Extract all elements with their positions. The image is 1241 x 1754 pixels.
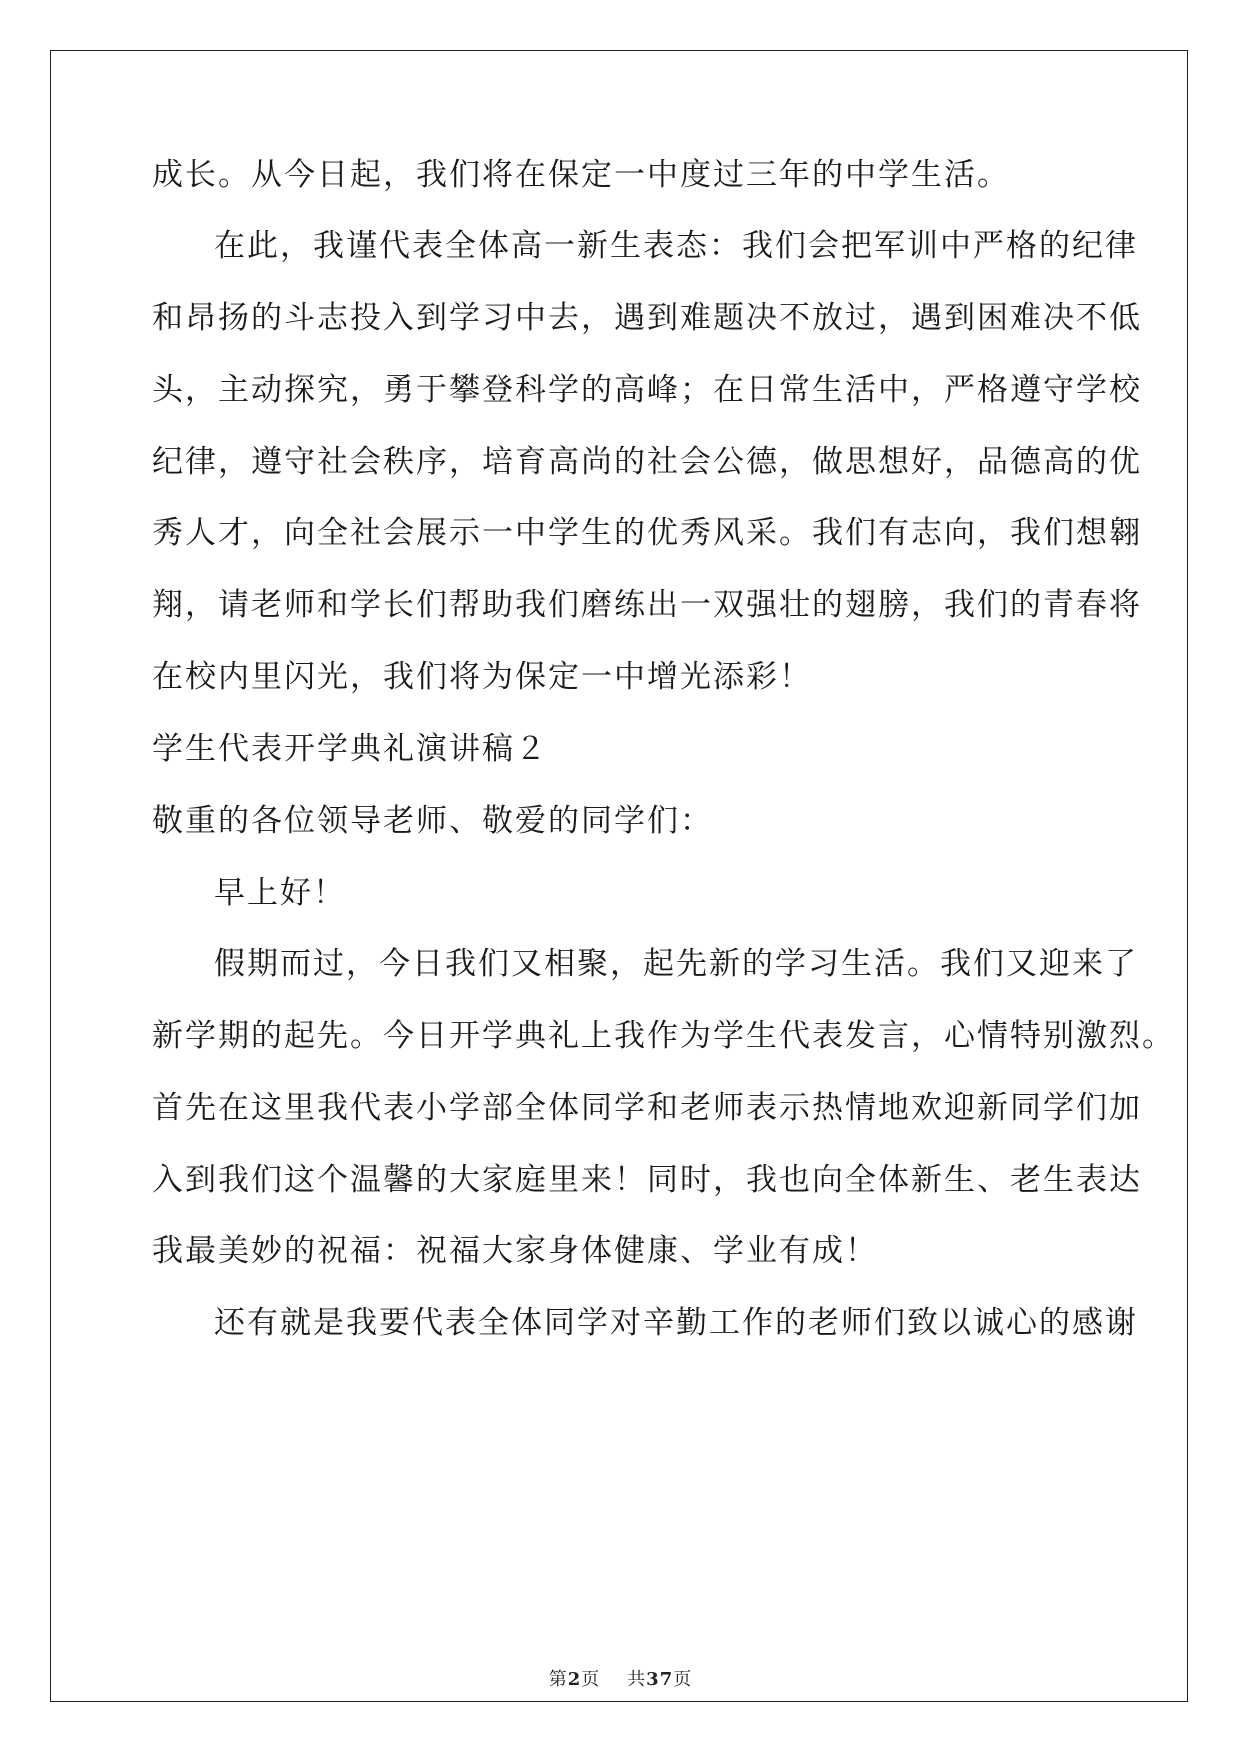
text-line: 和昂扬的斗志投入到学习中去，遇到难题决不放过，遇到困难决不低 [152, 300, 1142, 336]
text-line: 在校内里闪光，我们将为保定一中增光添彩！ [152, 659, 812, 695]
page-number: 2 [567, 1669, 582, 1690]
paragraph-start-line: 假期而过，今日我们又相聚，起先新的学习生活。我们又迎来了 [214, 946, 1138, 982]
text-line: 翔，请老师和学长们帮助我们磨练出一双强壮的翅膀，我们的青春将 [152, 587, 1142, 623]
paragraph-start-line: 在此，我谨代表全体高一新生表态：我们会把军训中严格的纪律 [214, 228, 1138, 264]
text-line: 新学期的起先。今日开学典礼上我作为学生代表发言，心情特别激烈。 [152, 1018, 1175, 1054]
text-line: 秀人才，向全社会展示一中学生的优秀风采。我们有志向，我们想翱 [152, 515, 1142, 551]
text-line: 头，主动探究，勇于攀登科学的高峰；在日常生活中，严格遵守学校 [152, 372, 1142, 408]
text-line: 纪律，遵守社会秩序，培育高尚的社会公德，做思想好，品德高的优 [152, 444, 1142, 480]
text-line: 入到我们这个温馨的大家庭里来！同时，我也向全体新生、老生表达 [152, 1162, 1142, 1198]
text-line: 我最美妙的祝福：祝福大家身体健康、学业有成！ [152, 1233, 878, 1269]
paragraph-start-line: 还有就是我要代表全体同学对辛勤工作的老师们致以诚心的感谢 [214, 1305, 1138, 1341]
text-line: 首先在这里我代表小学部全体同学和老师表示热情地欢迎新同学们加 [152, 1090, 1142, 1126]
total-prefix: 共 [627, 1669, 647, 1690]
page-suffix: 页 [581, 1669, 601, 1690]
greeting: 早上好！ [214, 875, 346, 911]
salutation: 敬重的各位领导老师、敬爱的同学们： [152, 803, 713, 839]
total-pages: 37 [646, 1669, 674, 1690]
page-prefix: 第 [548, 1669, 568, 1690]
page-footer [0, 1665, 1241, 1691]
section-title: 学生代表开学典礼演讲稿２ [152, 731, 548, 767]
text-line: 成长。从今日起，我们将在保定一中度过三年的中学生活。 [152, 157, 1010, 193]
total-suffix: 页 [673, 1669, 693, 1690]
